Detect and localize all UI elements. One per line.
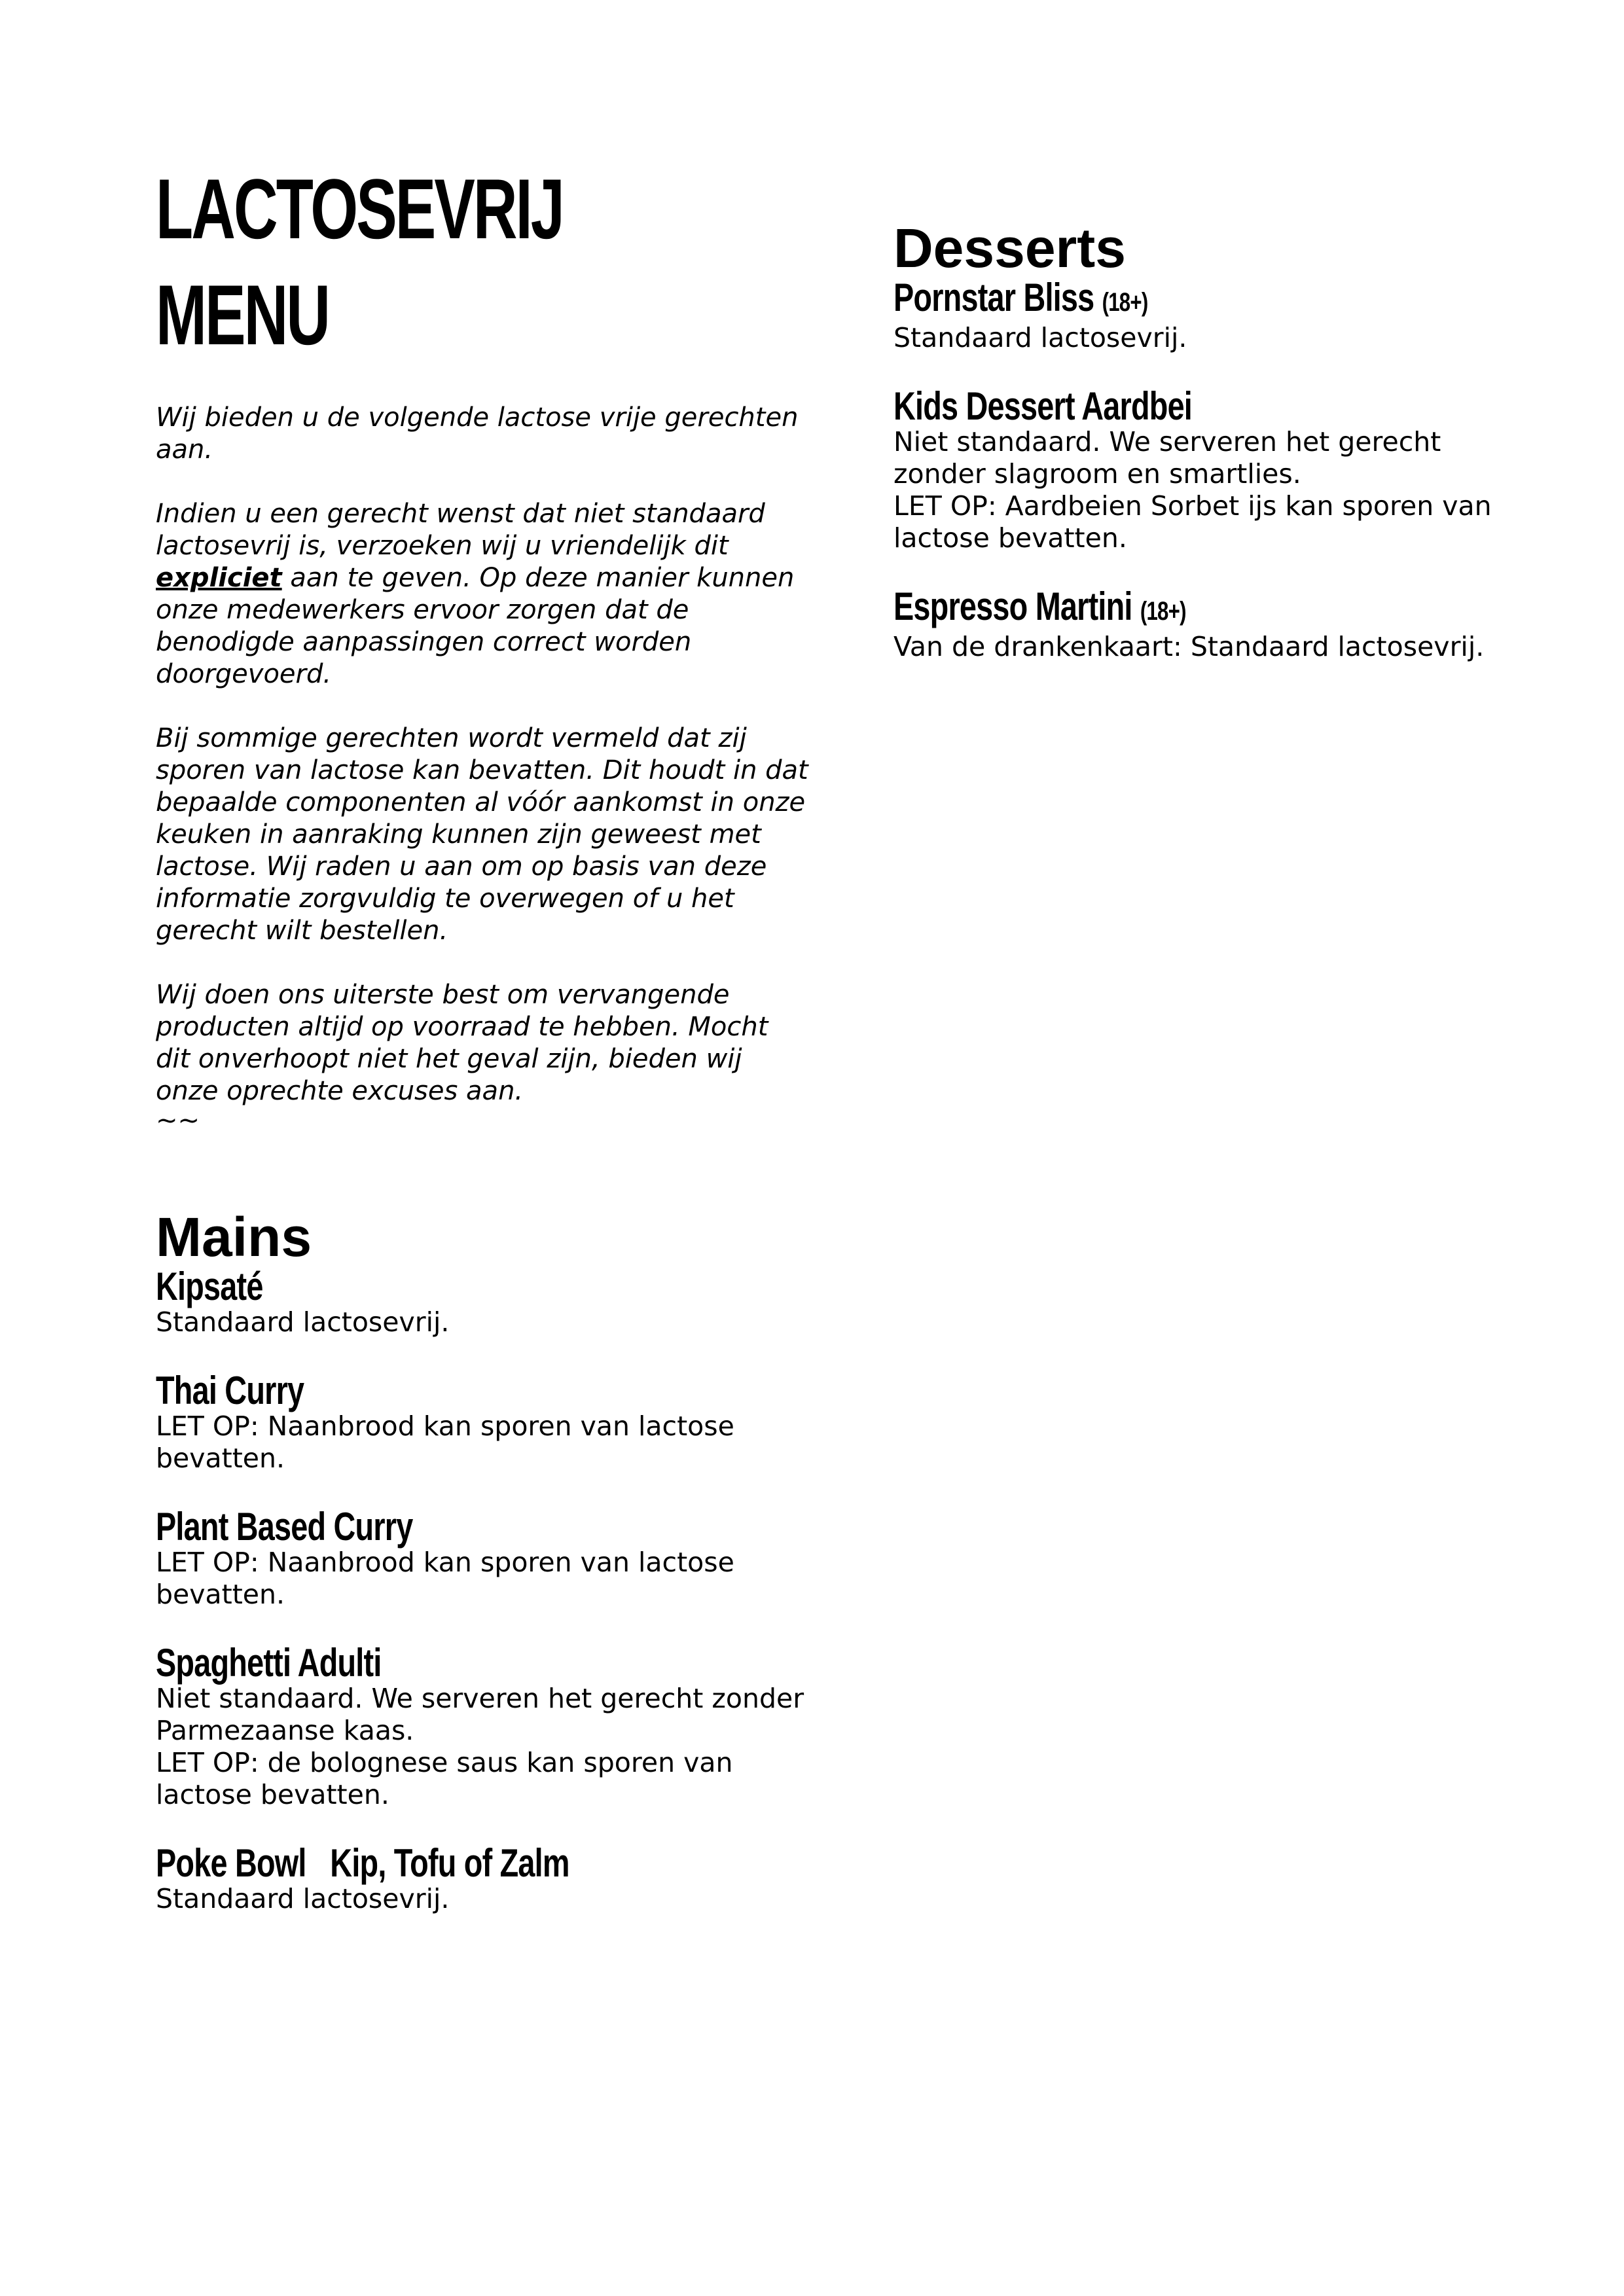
- menu-item: [893, 278, 1509, 354]
- menu-title: [156, 156, 810, 368]
- left-column: [156, 156, 810, 1948]
- menu-item: [156, 1507, 810, 1611]
- description-line-1: Niet standaard. We serveren het gerecht zonder Parmezaanse kaas.: [156, 1683, 804, 1746]
- menu-item: [156, 1841, 810, 1915]
- menu-item-name: Kipsaté: [156, 1265, 263, 1308]
- description-line-1: Standaard lactosevrij.: [156, 1883, 450, 1914]
- menu-item-name-text: Espresso Martini: [893, 584, 1132, 628]
- menu-item-description: [156, 1547, 810, 1611]
- menu-item-name-text: Poke Bowl Kip, Tofu of Zalm: [156, 1841, 569, 1885]
- description-line-1: Standaard lactosevrij.: [156, 1306, 450, 1338]
- description-line-1: LET OP: Naanbrood kan sporen van lactose bevatten.: [156, 1547, 734, 1610]
- menu-item-name: [893, 278, 1373, 322]
- menu-item-name: Plant Based Curry: [156, 1505, 413, 1549]
- description-line-2: LET OP: de bolognese saus kan sporen van lactose bevatten.: [156, 1747, 733, 1810]
- menu-item: [156, 1643, 810, 1811]
- menu-item: [893, 384, 1509, 554]
- intro-text: [156, 402, 810, 1107]
- desserts-list: [893, 278, 1509, 663]
- menu-item-description: [156, 1410, 810, 1475]
- description-line-2: LET OP: Aardbeien Sorbet ijs kan sporen van lactose bevatten.: [893, 490, 1492, 554]
- mains-heading: Mains: [156, 1206, 312, 1268]
- menu-title-line-2: MENU: [156, 267, 329, 363]
- menu-item-name: [893, 384, 1373, 428]
- menu-item-name: [893, 584, 1373, 631]
- explicit-emphasis: expliciet: [156, 563, 282, 593]
- section-separator: ~~: [156, 1105, 200, 1136]
- menu-title-line-1: LACTOSEVRIJ: [156, 161, 563, 257]
- description-line-1: Niet standaard. We serveren het gerecht zonder slagroom en smartlies.: [893, 426, 1441, 490]
- mains-list: [156, 1267, 810, 1915]
- menu-item-description: [893, 631, 1509, 663]
- menu-item-name-text: Pornstar Bliss: [893, 276, 1094, 319]
- age-badge: (18+): [1140, 597, 1186, 626]
- menu-item: [156, 1267, 810, 1338]
- menu-item: [156, 1371, 810, 1475]
- right-column: [893, 218, 1509, 696]
- intro-paragraph-2-start: Indien u een gerecht wenst dat niet standaard lactosevrij is, verzoeken wij u vriendelijk dit: [156, 499, 765, 561]
- intro-paragraph-3: Bij sommige gerechten wordt vermeld dat zij sporen van lactose kan bevatten. Dit houdt in dat bepaalde componenten al vóór aankomst in onze keuken in aanraking kunnen zijn geweest met lactose. Wij raden u aan om op basis van deze informatie zorgvuldig te overwegen of u het gerecht wilt bestellen.: [156, 723, 808, 946]
- desserts-heading: Desserts: [893, 217, 1126, 279]
- menu-item-description: [156, 1683, 810, 1811]
- menu-item-description: [893, 426, 1509, 554]
- menu-item: [893, 584, 1509, 663]
- description-line-1: Standaard lactosevrij.: [893, 322, 1187, 353]
- menu-item-description: [156, 1306, 810, 1338]
- description-line-1: Van de drankenkaart: Standaard lactosevrij.: [893, 631, 1485, 662]
- menu-item-name-text: Kids Dessert Aardbei: [893, 384, 1193, 428]
- intro-paragraph-2: [156, 498, 810, 691]
- menu-item-name: Spaghetti Adulti: [156, 1641, 382, 1685]
- intro-paragraph-4: Wij doen ons uiterste best om vervangende producten altijd op voorraad te hebben. Mocht dit onverhoopt niet het geval zijn, bieden wij onze oprechte excuses aan.: [156, 980, 768, 1106]
- age-badge: (18+): [1102, 288, 1148, 317]
- menu-item-description: [156, 1883, 810, 1915]
- menu-item-description: [893, 322, 1509, 354]
- intro-paragraph-2-end: aan te geven. Op deze manier kunnen onze medewerkers ervoor zorgen dat de benodigde aanpassingen correct worden doorgevoerd.: [156, 563, 795, 689]
- intro-paragraph-1: Wij bieden u de volgende lactose vrije gerechten aan.: [156, 403, 799, 465]
- description-line-1: LET OP: Naanbrood kan sporen van lactose bevatten.: [156, 1410, 734, 1474]
- menu-item-name: Thai Curry: [156, 1369, 304, 1412]
- menu-item-name: [156, 1841, 666, 1885]
